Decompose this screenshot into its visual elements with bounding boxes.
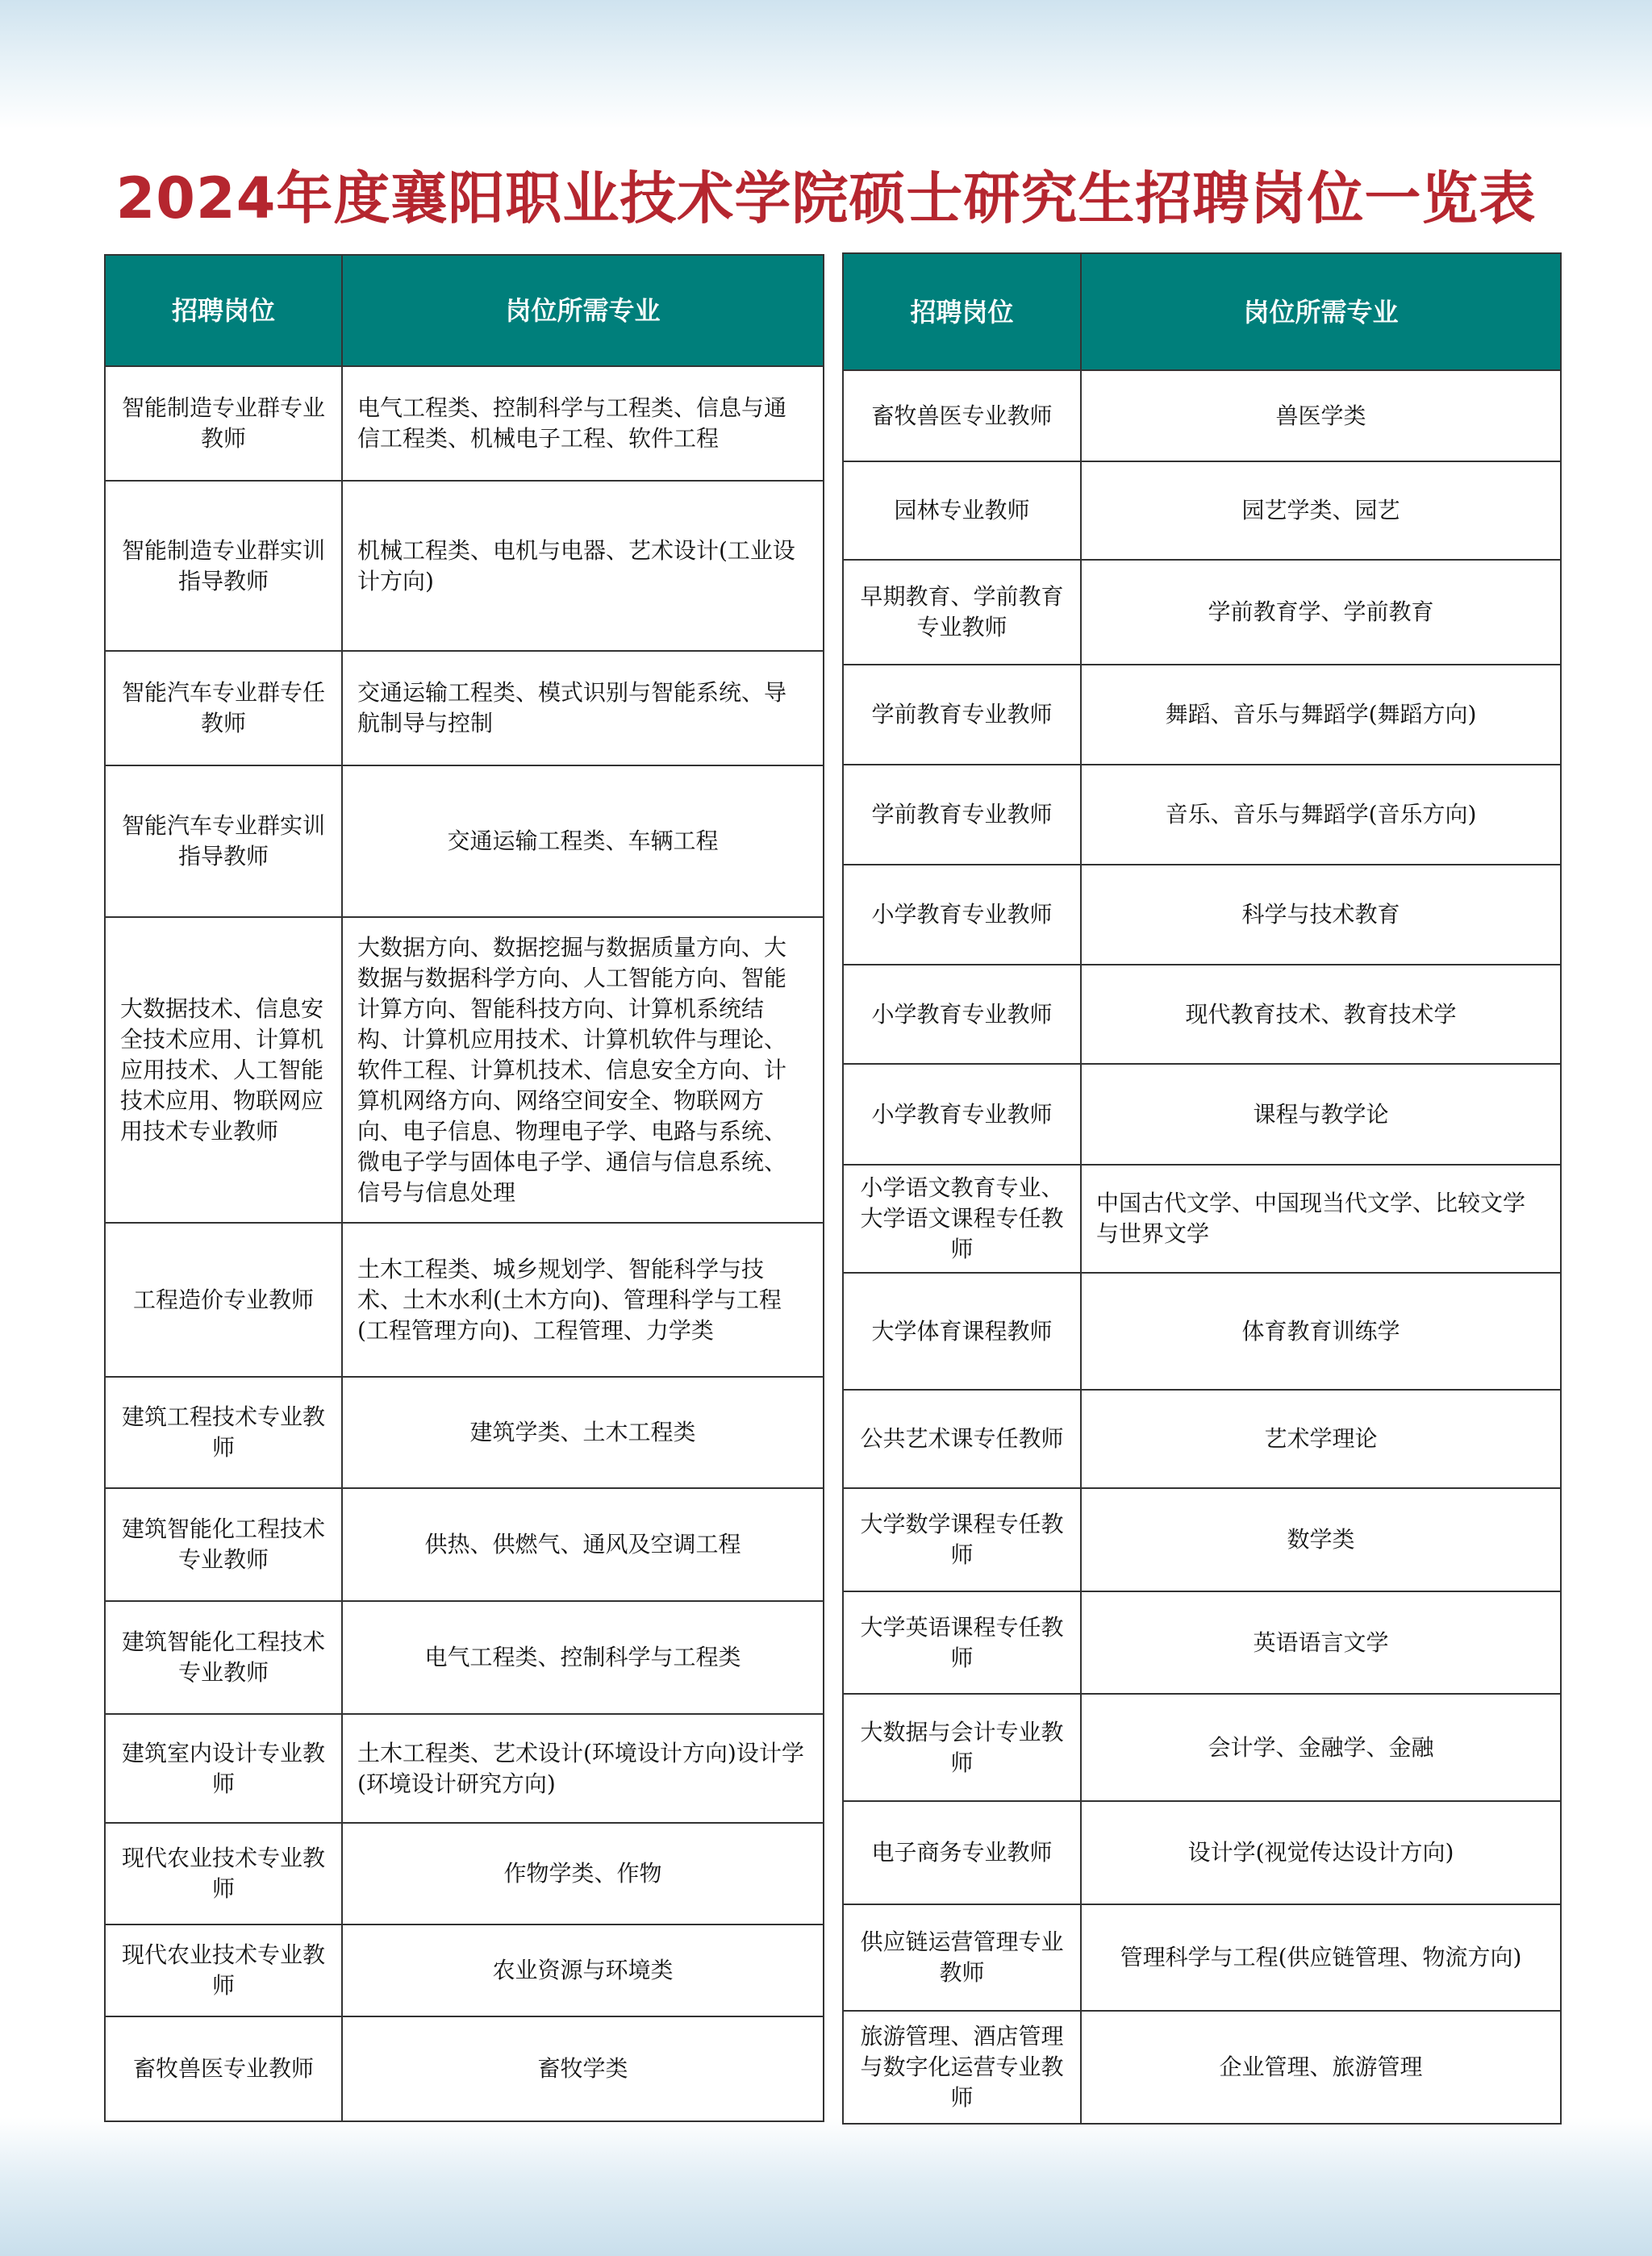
position-cell: 智能汽车专业群专任教师 [105, 651, 342, 765]
table-row [105, 1488, 824, 1601]
table-row [843, 865, 1561, 965]
position-cell: 学前教育专业教师 [843, 665, 1081, 765]
major-cell: 舞蹈、音乐与舞蹈学(舞蹈方向) [1081, 665, 1561, 765]
position-cell: 现代农业技术专业教师 [105, 1823, 342, 1924]
major-cell: 学前教育学、学前教育 [1081, 560, 1561, 665]
position-cell: 大数据技术、信息安全技术应用、计算机应用技术、人工智能技术应用、物联网应用技术专业教师 [105, 917, 342, 1223]
top-decorative-band [0, 0, 1652, 129]
major-cell: 中国古代文学、中国现当代文学、比较文学与世界文学 [1081, 1165, 1561, 1273]
position-cell: 小学教育专业教师 [843, 1064, 1081, 1165]
table-row [843, 765, 1561, 865]
table-row [843, 560, 1561, 665]
major-cell: 土木工程类、艺术设计(环境设计方向)设计学(环境设计研究方向) [342, 1714, 824, 1823]
position-cell: 公共艺术课专任教师 [843, 1390, 1081, 1488]
position-cell: 电子商务专业教师 [843, 1801, 1081, 1904]
table-row [105, 366, 824, 481]
position-cell: 智能制造专业群专业教师 [105, 366, 342, 481]
table-row [105, 1823, 824, 1924]
table-row [843, 1064, 1561, 1165]
major-cell: 交通运输工程类、车辆工程 [342, 765, 824, 917]
table-row [843, 1904, 1561, 2011]
table-row [105, 651, 824, 765]
position-cell: 畜牧兽医专业教师 [843, 370, 1081, 461]
position-cell: 智能制造专业群实训指导教师 [105, 481, 342, 651]
table-row [843, 1165, 1561, 1273]
position-cell: 供应链运营管理专业教师 [843, 1904, 1081, 2011]
major-cell: 农业资源与环境类 [342, 1924, 824, 2016]
major-cell: 兽医学类 [1081, 370, 1561, 461]
major-cell: 数学类 [1081, 1488, 1561, 1591]
table-row [843, 1390, 1561, 1488]
position-cell: 小学教育专业教师 [843, 965, 1081, 1064]
table-row [105, 2016, 824, 2121]
major-cell: 供热、供燃气、通风及空调工程 [342, 1488, 824, 1601]
position-cell: 现代农业技术专业教师 [105, 1924, 342, 2016]
major-cell: 大数据方向、数据挖掘与数据质量方向、大数据与数据科学方向、人工智能方向、智能计算方向、智能科技方向、计算机系统结构、计算机应用技术、计算机软件与理论、软件工程、计算机技术、信息安全方向、计算机网络方向、网络空间安全、物联网方向、电子信息、物理电子学、电路与系统、微电子学与固体电子学、通信与信息系统、信号与信息处理 [342, 917, 824, 1223]
major-cell: 电气工程类、控制科学与工程类、信息与通信工程类、机械电子工程、软件工程 [342, 366, 824, 481]
table-row [105, 1601, 824, 1714]
table-header-row [843, 253, 1561, 370]
position-cell: 学前教育专业教师 [843, 765, 1081, 865]
position-cell: 建筑智能化工程技术专业教师 [105, 1488, 342, 1601]
major-cell: 艺术学理论 [1081, 1390, 1561, 1488]
table-row [843, 1694, 1561, 1801]
right-recruitment-table [842, 252, 1562, 2125]
major-cell: 土木工程类、城乡规划学、智能科学与技术、土木水利(土木方向)、管理科学与工程(工程管理方向)、工程管理、力学类 [342, 1223, 824, 1377]
major-cell: 设计学(视觉传达设计方向) [1081, 1801, 1561, 1904]
header-major: 岗位所需专业 [342, 255, 824, 366]
table-row [105, 1924, 824, 2016]
left-recruitment-table [104, 254, 824, 2122]
position-cell: 大学体育课程教师 [843, 1273, 1081, 1390]
table-row [105, 1377, 824, 1488]
major-cell: 管理科学与工程(供应链管理、物流方向) [1081, 1904, 1561, 2011]
header-major: 岗位所需专业 [1081, 253, 1561, 370]
position-cell: 畜牧兽医专业教师 [105, 2016, 342, 2121]
major-cell: 园艺学类、园艺 [1081, 461, 1561, 560]
table-row [843, 370, 1561, 461]
position-cell: 旅游管理、酒店管理与数字化运营专业教师 [843, 2011, 1081, 2124]
page-title: 2024年度襄阳职业技术学院硕士研究生招聘岗位一览表 [115, 165, 1537, 231]
table-row [105, 1714, 824, 1823]
table-row [843, 665, 1561, 765]
bottom-decorative-band [0, 2117, 1652, 2256]
major-cell: 课程与教学论 [1081, 1064, 1561, 1165]
major-cell: 建筑学类、土木工程类 [342, 1377, 824, 1488]
position-cell: 建筑工程技术专业教师 [105, 1377, 342, 1488]
position-cell: 建筑智能化工程技术专业教师 [105, 1601, 342, 1714]
position-cell: 小学语文教育专业、大学语文课程专任教师 [843, 1165, 1081, 1273]
position-cell: 园林专业教师 [843, 461, 1081, 560]
major-cell: 体育教育训练学 [1081, 1273, 1561, 1390]
table-row [105, 1223, 824, 1377]
major-cell: 机械工程类、电机与电器、艺术设计(工业设计方向) [342, 481, 824, 651]
table-header-row [105, 255, 824, 366]
table-row [105, 481, 824, 651]
major-cell: 英语语言文学 [1081, 1591, 1561, 1694]
major-cell: 电气工程类、控制科学与工程类 [342, 1601, 824, 1714]
position-cell: 智能汽车专业群实训指导教师 [105, 765, 342, 917]
major-cell: 作物学类、作物 [342, 1823, 824, 1924]
major-cell: 科学与技术教育 [1081, 865, 1561, 965]
position-cell: 早期教育、学前教育专业教师 [843, 560, 1081, 665]
position-cell: 工程造价专业教师 [105, 1223, 342, 1377]
major-cell: 会计学、金融学、金融 [1081, 1694, 1561, 1801]
major-cell: 企业管理、旅游管理 [1081, 2011, 1561, 2124]
position-cell: 建筑室内设计专业教师 [105, 1714, 342, 1823]
position-cell: 大数据与会计专业教师 [843, 1694, 1081, 1801]
table-row [843, 965, 1561, 1064]
table-row [843, 2011, 1561, 2124]
major-cell: 现代教育技术、教育技术学 [1081, 965, 1561, 1064]
table-row [843, 1591, 1561, 1694]
major-cell: 音乐、音乐与舞蹈学(音乐方向) [1081, 765, 1561, 865]
table-row [105, 917, 824, 1223]
table-row [105, 765, 824, 917]
major-cell: 畜牧学类 [342, 2016, 824, 2121]
header-position: 招聘岗位 [105, 255, 342, 366]
table-row [843, 1488, 1561, 1591]
table-row [843, 1273, 1561, 1390]
major-cell: 交通运输工程类、模式识别与智能系统、导航制导与控制 [342, 651, 824, 765]
position-cell: 大学英语课程专任教师 [843, 1591, 1081, 1694]
position-cell: 大学数学课程专任教师 [843, 1488, 1081, 1591]
position-cell: 小学教育专业教师 [843, 865, 1081, 965]
table-row [843, 461, 1561, 560]
header-position: 招聘岗位 [843, 253, 1081, 370]
table-row [843, 1801, 1561, 1904]
